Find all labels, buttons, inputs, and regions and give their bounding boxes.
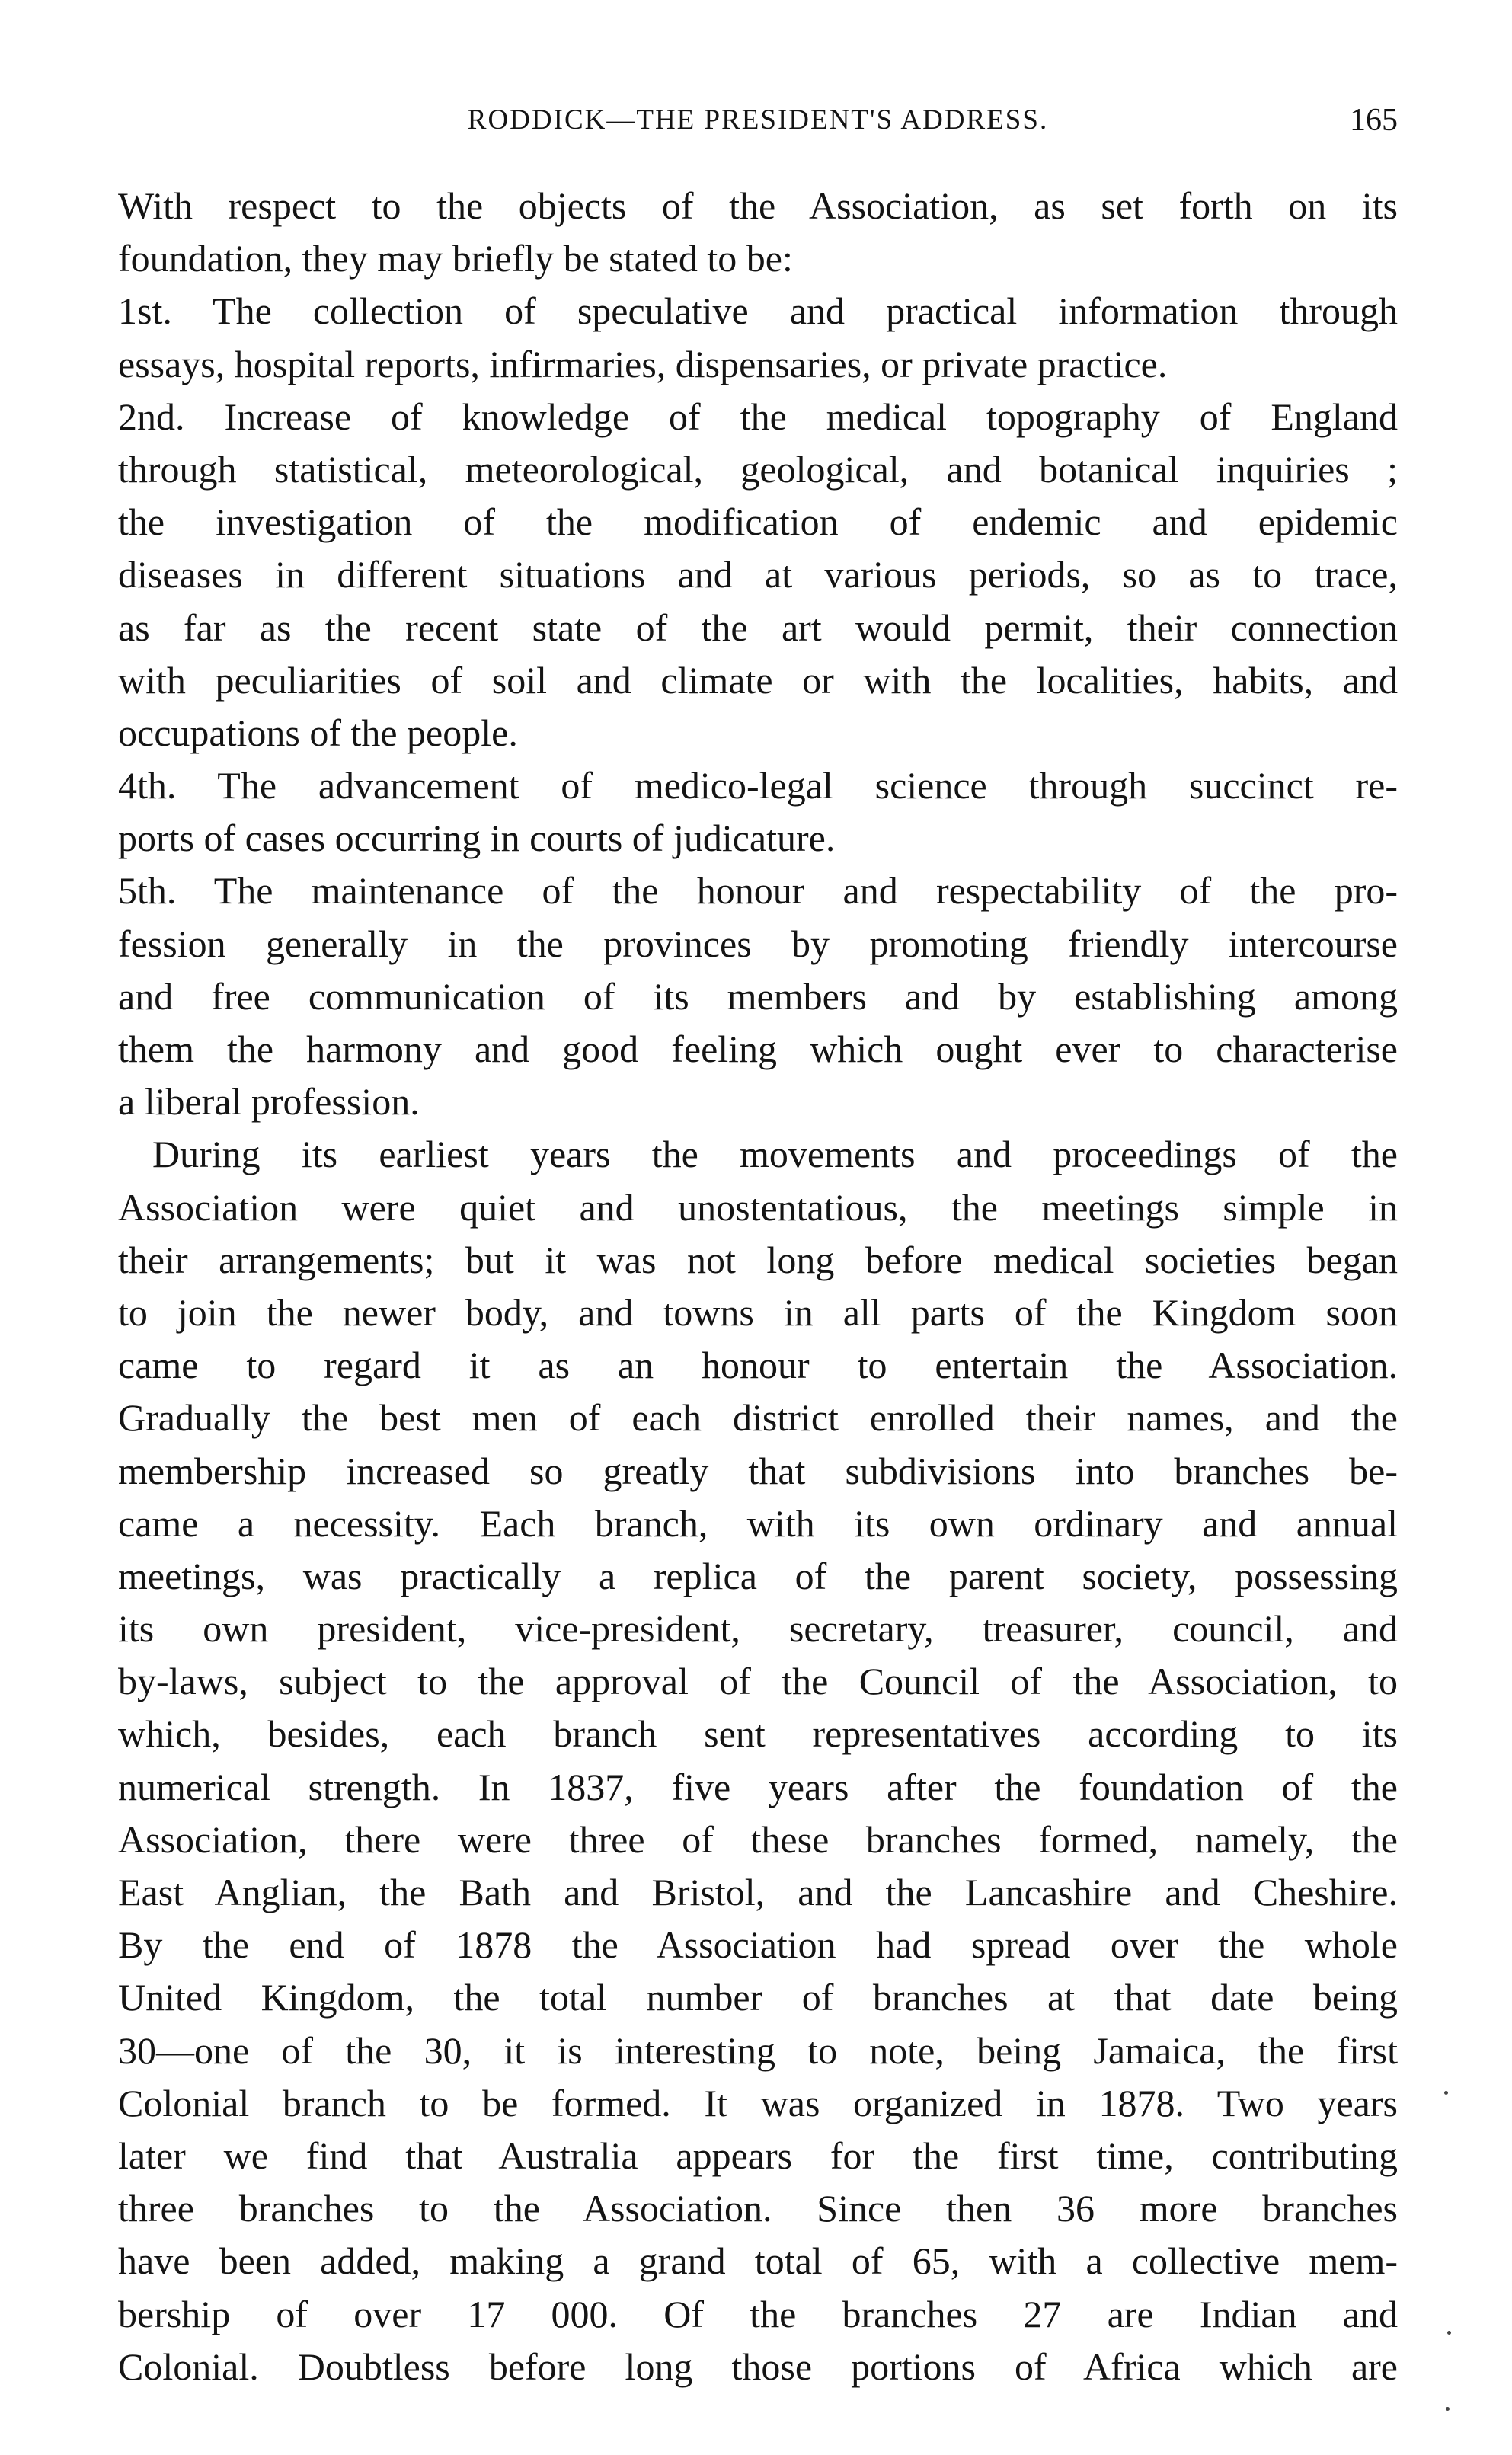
text-line: Association were quiet and unostentatious, the meetings simple in	[118, 1185, 1398, 1229]
running-title: RODDICK—THE PRESIDENT'S ADDRESS.	[467, 104, 1049, 136]
text-line: their arrangements; but it was not long before medical societies began	[118, 1238, 1398, 1281]
text-line: United Kingdom, the total number of branches at that date being	[118, 1976, 1398, 2019]
text-line: later we find that Australia appears for the first time, contributing	[118, 2134, 1398, 2177]
text-line: and free communication of its members and by establishing among	[118, 974, 1398, 1018]
text-line: came to regard it as an honour to entertain the Association.	[118, 1344, 1398, 1387]
text-line: three branches to the Association. Since then 36 more branches	[118, 2187, 1398, 2230]
text-line: foundation, they may briefly be stated to be:	[118, 237, 793, 280]
text-line: through statistical, meteorological, geological, and botanical inquiries ;	[118, 447, 1398, 491]
text-line: 5th. The maintenance of the honour and respectability of the pro-	[118, 869, 1398, 913]
page-number: 165	[1350, 103, 1398, 138]
text-line: a liberal profession.	[118, 1080, 420, 1124]
text-line: its own president, vice-president, secretary, treasurer, council, and	[118, 1607, 1398, 1651]
text-line: with peculiarities of soil and climate or with the localities, habits, and	[118, 658, 1398, 702]
text-line: 2nd. Increase of knowledge of the medical topography of England	[118, 395, 1398, 438]
text-line: have been added, making a grand total of 65, with a collective mem-	[118, 2239, 1398, 2283]
text-line: Colonial branch to be formed. It was organized in 1878. Two years	[118, 2081, 1398, 2124]
text-line: as far as the recent state of the art would permit, their connection	[118, 606, 1398, 649]
text-line: With respect to the objects of the Association, as set forth on its	[118, 184, 1398, 227]
text-line: During its earliest years the movements and proceedings of the	[152, 1133, 1398, 1176]
text-line: came a necessity. Each branch, with its own ordinary and annual	[118, 1501, 1398, 1545]
text-line: numerical strength. In 1837, five years after the foundation of the	[118, 1765, 1398, 1808]
text-line: East Anglian, the Bath and Bristol, and the Lancashire and Cheshire.	[118, 1871, 1398, 1913]
text-line: which, besides, each branch sent representatives according to its	[118, 1712, 1398, 1756]
text-line: essays, hospital reports, infirmaries, dispensaries, or private practice.	[118, 342, 1168, 385]
body-text	[118, 180, 1398, 2393]
text-line: 4th. The advancement of medico-legal science through succinct re-	[118, 764, 1398, 807]
text-line: Colonial. Doubtless before long those portions of Africa which are	[118, 2345, 1398, 2388]
text-line: Gradually the best men of each district enrolled their names, and the	[118, 1396, 1398, 1440]
text-line: them the harmony and good feeling which ought ever to characterise	[118, 1028, 1398, 1070]
text-line: By the end of 1878 the Association had spread over the whole	[118, 1923, 1398, 1967]
text-line: fession generally in the provinces by promoting friendly intercourse	[118, 922, 1398, 965]
text-line: by-laws, subject to the approval of the Council of the Association, to	[118, 1660, 1398, 1703]
text-line: to join the newer body, and towns in all parts of the Kingdom soon	[118, 1290, 1398, 1334]
text-line: 1st. The collection of speculative and practical information through	[118, 289, 1398, 333]
text-line: 30—one of the 30, it is interesting to note, being Jamaica, the first	[118, 2028, 1398, 2072]
text-line: Association, there were three of these branches formed, namely, the	[118, 1817, 1398, 1861]
scan-speck	[1447, 2331, 1451, 2335]
text-line: ports of cases occurring in courts of judicature.	[118, 817, 836, 860]
text-line: membership increased so greatly that subdivisions into branches be-	[118, 1449, 1398, 1492]
text-line: occupations of the people.	[118, 711, 518, 754]
scan-speck	[1444, 2091, 1448, 2095]
text-line: bership of over 17 000. Of the branches 27 are Indian and	[118, 2292, 1398, 2335]
text-line: meetings, was practically a replica of the parent society, possessing	[118, 1554, 1398, 1597]
text-line: diseases in different situations and at various periods, so as to trace,	[118, 553, 1398, 596]
running-head	[118, 97, 1398, 143]
scan-speck	[1446, 2407, 1450, 2411]
text-line: the investigation of the modification of endemic and epidemic	[118, 500, 1398, 544]
